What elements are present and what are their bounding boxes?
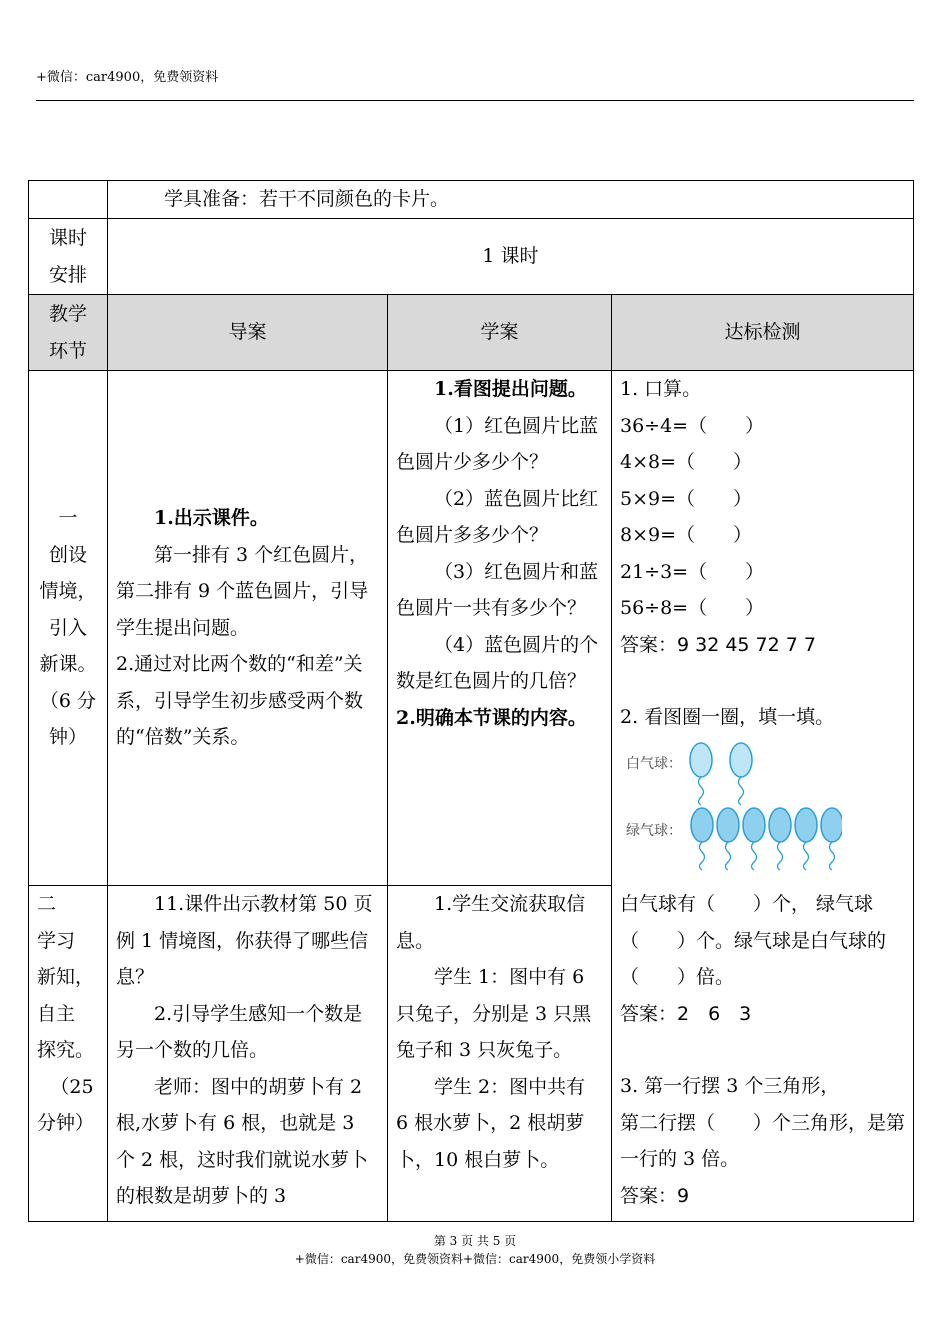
- intro-stage-line: 一: [58, 507, 78, 530]
- check-continuation: [620, 886, 910, 1214]
- schedule-label-line1: 课时: [48, 227, 87, 249]
- green-balloon: [743, 808, 765, 870]
- stage-header: [29, 295, 108, 371]
- footer-watermark: +微信：car4900，免费领资料+微信：car4900，免费领小学资料: [294, 1252, 656, 1266]
- intro-guide: [108, 371, 388, 886]
- check-answer2: 答案：2 6 3: [620, 1002, 752, 1025]
- intro-stage-line: 情境，: [39, 580, 97, 603]
- study-paragraph: （2）蓝色圆片比红色圆片多多少个？: [396, 487, 599, 546]
- schedule-row: [29, 219, 914, 295]
- intro-study: [388, 371, 612, 886]
- explore-guide: [108, 886, 388, 1222]
- study-paragraph: 1.学生交流获取信息。: [396, 893, 586, 952]
- check-header: 达标检测: [612, 295, 914, 371]
- check-q3-line1: 3. 第一行摆 3 个三角形，: [620, 1075, 840, 1097]
- explore-stage-line: 学习: [37, 929, 76, 952]
- check-item: 5×9=（ ）: [620, 487, 753, 510]
- green-balloon: [795, 808, 817, 870]
- balloon-illustration: [624, 738, 842, 878]
- study-paragraph: 1.看图提出问题。: [434, 378, 587, 400]
- check-item: 8×9=（ ）: [620, 524, 753, 546]
- check-q2-title: 2. 看图圈一圈，填一填。: [620, 706, 835, 728]
- intro-stage-line: 创设: [48, 543, 87, 566]
- schedule-value: 1 课时: [108, 219, 914, 295]
- study-header: 学案: [388, 295, 612, 371]
- check-item: 4×8=（ ）: [620, 451, 753, 473]
- green-balloon: [691, 808, 713, 870]
- check-fill-question: 白气球有（ ）个， 绿气球（ ）个。绿气球是白气球的（ ）倍。: [620, 893, 887, 988]
- stage-header-line2: 环节: [48, 339, 87, 362]
- green-balloon: [717, 808, 739, 870]
- study-paragraph: 学生 2：图中共有 6 根水萝卜，2 根胡萝卜，10 根白萝卜。: [396, 1075, 586, 1171]
- white-balloon-label: 白气球：: [626, 755, 682, 772]
- intro-stage-line: 新课。: [39, 653, 97, 676]
- check-q3-line2: 第二行摆（ ）个三角形，是第一行的 3 倍。: [620, 1111, 906, 1170]
- explore-stage: [29, 886, 108, 1222]
- guide-paragraph: 2.通过对比两个数的“和差”关系，引导学生初步感受两个数的“倍数”关系。: [116, 653, 364, 749]
- explore-stage-line: 新知，: [37, 966, 95, 988]
- white-balloon: [730, 743, 752, 805]
- explore-study: [388, 886, 612, 1222]
- materials-row: [29, 181, 914, 219]
- materials-text: 学具准备：若干不同颜色的卡片。: [108, 181, 914, 219]
- check-item: 56÷8=（ ）: [620, 597, 765, 619]
- header-divider: [36, 100, 914, 101]
- green-balloon: [821, 808, 842, 870]
- guide-step: 1.出示课件。: [154, 507, 269, 530]
- intro-row: [29, 371, 914, 886]
- intro-stage-line: 引入: [48, 616, 87, 639]
- study-paragraph: 学生 1：图中有 6 只兔子，分别是 3 只黑兔子和 3 只灰兔子。: [396, 966, 592, 1061]
- intro-stage-line: （6 分: [39, 689, 97, 712]
- guide-paragraph: 2.引导学生感知一个数是另一个数的几倍。: [116, 1002, 363, 1061]
- guide-header: 导案: [108, 295, 388, 371]
- guide-paragraph: 第一排有 3 个红色圆片，第二排有 9 个蓝色圆片，引导学生提出问题。: [116, 543, 369, 639]
- green-balloon-label: 绿气球：: [626, 822, 682, 839]
- check-item: 36÷4=（ ）: [620, 414, 765, 437]
- spacer: [620, 1032, 910, 1068]
- header-watermark: +微信：car4900，免费领资料: [36, 70, 219, 85]
- check-q1-title: 1. 口算。: [620, 378, 702, 400]
- spacer: [620, 663, 905, 699]
- study-paragraph: （4）蓝色圆片的个数是红色圆片的几倍？: [396, 633, 599, 692]
- schedule-label-line2: 安排: [48, 263, 87, 286]
- explore-stage-line: （25: [50, 1075, 94, 1098]
- study-paragraph: （1）红色圆片比蓝色圆片少多少个？: [396, 414, 599, 473]
- materials-label-cell: [29, 181, 108, 219]
- explore-stage-line: 二: [37, 893, 57, 915]
- intro-stage-line: 钟）: [48, 726, 87, 749]
- study-paragraph: （3）红色圆片和蓝色圆片一共有多少个？: [396, 560, 599, 619]
- stage-header-line1: 教学: [48, 303, 87, 325]
- study-paragraph: 2.明确本节课的内容。: [396, 706, 587, 729]
- check-item: 21÷3=（ ）: [620, 560, 765, 583]
- explore-stage-line: 自主: [37, 1002, 76, 1025]
- explore-stage-line: 分钟）: [37, 1112, 95, 1134]
- guide-paragraph: 11.课件出示教材第 50 页例 1 情境图，你获得了哪些信息？: [116, 893, 373, 988]
- intro-stage: [29, 371, 108, 886]
- page-number: 第 3 页 共 5 页: [433, 1234, 517, 1248]
- green-balloon: [769, 808, 791, 870]
- explore-stage-line: 探究。: [37, 1039, 95, 1061]
- white-balloon: [690, 743, 712, 805]
- column-header-row: [29, 295, 914, 371]
- check-answer3: 答案：9: [620, 1184, 690, 1207]
- check-answer1: 答案：9 32 45 72 7 7: [620, 633, 816, 656]
- schedule-label: [29, 219, 108, 295]
- guide-paragraph: 老师：图中的胡萝卜有 2 根,水萝卜有 6 根，也就是 3 个 2 根，这时我们就说水萝卜的根数是胡萝卜的 3: [116, 1075, 369, 1207]
